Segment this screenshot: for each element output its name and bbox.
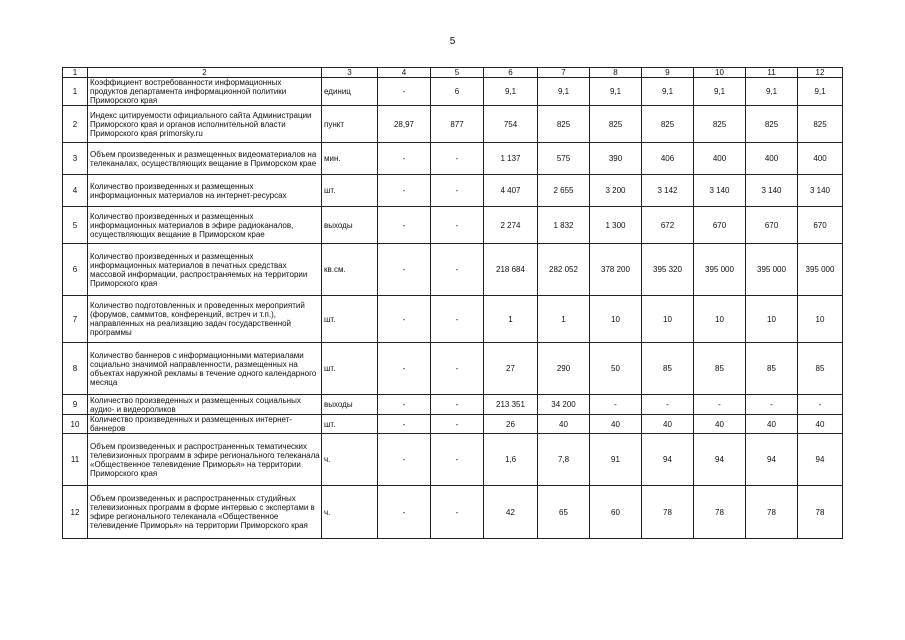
- value-cell: 395 000: [694, 244, 746, 296]
- row-number: 1: [63, 78, 88, 106]
- indicator-description: Количество подготовленных и проведенных мероприятий (форумов, саммитов, конференций, встреч и т.п.), направленных на реализацию задач государственной программы: [88, 296, 322, 343]
- value-cell: 9,1: [538, 78, 590, 106]
- value-cell: 1: [538, 296, 590, 343]
- value-cell: 282 052: [538, 244, 590, 296]
- row-number: 11: [63, 434, 88, 486]
- indicator-description: Объем произведенных и размещенных видеоматериалов на телеканалах, осуществляющих вещание в Приморском крае: [88, 143, 322, 175]
- value-cell: 1 300: [590, 207, 642, 244]
- value-cell: 825: [694, 106, 746, 143]
- value-cell: -: [378, 415, 431, 434]
- value-cell: 26: [484, 415, 538, 434]
- value-cell: 94: [798, 434, 843, 486]
- value-cell: -: [378, 296, 431, 343]
- value-cell: 213 351: [484, 395, 538, 415]
- value-cell: 672: [642, 207, 694, 244]
- value-cell: -: [431, 207, 484, 244]
- value-cell: 7,8: [538, 434, 590, 486]
- value-cell: 10: [798, 296, 843, 343]
- value-cell: 754: [484, 106, 538, 143]
- value-cell: -: [431, 486, 484, 539]
- value-cell: 4 407: [484, 175, 538, 207]
- value-cell: -: [378, 343, 431, 395]
- unit-cell: ч.: [322, 486, 378, 539]
- value-cell: 2 274: [484, 207, 538, 244]
- value-cell: 3 140: [694, 175, 746, 207]
- value-cell: 378 200: [590, 244, 642, 296]
- value-cell: 10: [642, 296, 694, 343]
- value-cell: -: [694, 395, 746, 415]
- value-cell: -: [378, 143, 431, 175]
- table-row: [63, 78, 843, 106]
- unit-cell: шт.: [322, 415, 378, 434]
- row-number: 4: [63, 175, 88, 207]
- value-cell: 40: [798, 415, 843, 434]
- value-cell: 406: [642, 143, 694, 175]
- value-cell: 290: [538, 343, 590, 395]
- value-cell: -: [378, 78, 431, 106]
- column-header: 7: [538, 68, 590, 78]
- value-cell: 400: [694, 143, 746, 175]
- indicator-description: Количество произведенных и размещенных информационных материалов в печатных средствах массовой информации, распространяемых на территории Приморского края: [88, 244, 322, 296]
- value-cell: 9,1: [590, 78, 642, 106]
- row-number: 2: [63, 106, 88, 143]
- value-cell: 9,1: [642, 78, 694, 106]
- row-number: 5: [63, 207, 88, 244]
- value-cell: -: [431, 395, 484, 415]
- value-cell: 1 832: [538, 207, 590, 244]
- value-cell: 94: [694, 434, 746, 486]
- indicator-description: Индекс цитируемости официального сайта Администрации Приморского края и органов исполнительной власти Приморского края primorsky.ru: [88, 106, 322, 143]
- table-row: [63, 244, 843, 296]
- value-cell: 825: [746, 106, 798, 143]
- value-cell: 575: [538, 143, 590, 175]
- value-cell: 400: [798, 143, 843, 175]
- value-cell: 1,6: [484, 434, 538, 486]
- value-cell: 50: [590, 343, 642, 395]
- row-number: 7: [63, 296, 88, 343]
- column-header: 4: [378, 68, 431, 78]
- value-cell: 85: [746, 343, 798, 395]
- row-number: 10: [63, 415, 88, 434]
- unit-cell: мин.: [322, 143, 378, 175]
- value-cell: 390: [590, 143, 642, 175]
- value-cell: 9,1: [694, 78, 746, 106]
- value-cell: 42: [484, 486, 538, 539]
- unit-cell: шт.: [322, 296, 378, 343]
- value-cell: 40: [642, 415, 694, 434]
- value-cell: 78: [642, 486, 694, 539]
- column-header: 12: [798, 68, 843, 78]
- value-cell: 10: [746, 296, 798, 343]
- indicators-table: [62, 67, 843, 539]
- table-row: [63, 296, 843, 343]
- row-number: 6: [63, 244, 88, 296]
- value-cell: 40: [538, 415, 590, 434]
- indicator-description: Количество произведенных и размещенных информационных материалов на интернет-ресурсах: [88, 175, 322, 207]
- value-cell: -: [431, 175, 484, 207]
- unit-cell: ч.: [322, 434, 378, 486]
- value-cell: -: [798, 395, 843, 415]
- column-header: 8: [590, 68, 642, 78]
- table-row: [63, 486, 843, 539]
- value-cell: -: [431, 296, 484, 343]
- value-cell: -: [642, 395, 694, 415]
- column-header: 9: [642, 68, 694, 78]
- table-row: [63, 143, 843, 175]
- value-cell: -: [378, 395, 431, 415]
- unit-cell: шт.: [322, 175, 378, 207]
- table-row: [63, 175, 843, 207]
- unit-cell: шт.: [322, 343, 378, 395]
- value-cell: 28,97: [378, 106, 431, 143]
- value-cell: 3 142: [642, 175, 694, 207]
- row-number: 3: [63, 143, 88, 175]
- value-cell: 670: [746, 207, 798, 244]
- value-cell: 10: [590, 296, 642, 343]
- value-cell: 60: [590, 486, 642, 539]
- column-header: 5: [431, 68, 484, 78]
- value-cell: 400: [746, 143, 798, 175]
- value-cell: 395 000: [798, 244, 843, 296]
- value-cell: 27: [484, 343, 538, 395]
- row-number: 12: [63, 486, 88, 539]
- value-cell: 1 137: [484, 143, 538, 175]
- value-cell: 1: [484, 296, 538, 343]
- value-cell: 10: [694, 296, 746, 343]
- value-cell: 94: [746, 434, 798, 486]
- column-header: 3: [322, 68, 378, 78]
- unit-cell: пункт: [322, 106, 378, 143]
- value-cell: 9,1: [798, 78, 843, 106]
- value-cell: 40: [694, 415, 746, 434]
- value-cell: 2 655: [538, 175, 590, 207]
- indicator-description: Количество произведенных и размещенных интернет-баннеров: [88, 415, 322, 434]
- value-cell: 9,1: [746, 78, 798, 106]
- value-cell: 670: [694, 207, 746, 244]
- column-header: 11: [746, 68, 798, 78]
- table-row: [63, 343, 843, 395]
- value-cell: -: [378, 434, 431, 486]
- value-cell: 3 200: [590, 175, 642, 207]
- value-cell: 91: [590, 434, 642, 486]
- table-row: [63, 415, 843, 434]
- value-cell: 3 140: [798, 175, 843, 207]
- column-header: 10: [694, 68, 746, 78]
- table-row: [63, 395, 843, 415]
- indicator-description: Количество произведенных и размещенных социальных аудио- и видеороликов: [88, 395, 322, 415]
- value-cell: 825: [538, 106, 590, 143]
- value-cell: -: [378, 175, 431, 207]
- value-cell: 78: [798, 486, 843, 539]
- table-row: [63, 434, 843, 486]
- unit-cell: выходы: [322, 395, 378, 415]
- indicator-description: Количество произведенных и размещенных информационных материалов в эфире радиоканалов, осуществляющих вещание в Приморском крае: [88, 207, 322, 244]
- value-cell: 825: [798, 106, 843, 143]
- value-cell: -: [590, 395, 642, 415]
- header-row: [63, 68, 843, 78]
- value-cell: 9,1: [484, 78, 538, 106]
- table-row: [63, 207, 843, 244]
- value-cell: 395 000: [746, 244, 798, 296]
- value-cell: -: [378, 486, 431, 539]
- column-header: 6: [484, 68, 538, 78]
- value-cell: 85: [694, 343, 746, 395]
- value-cell: 65: [538, 486, 590, 539]
- indicator-description: Объем произведенных и распространенных тематических телевизионных программ в эфире регионального телеканала «Общественное телевидение Приморья» на территории Приморского края: [88, 434, 322, 486]
- indicator-description: Объем произведенных и распространенных студийных телевизионных программ в форме интервью с экспертами в эфире регионального телеканала «Общественное телевидение Приморья» на территории Приморского края: [88, 486, 322, 539]
- row-number: 8: [63, 343, 88, 395]
- value-cell: 825: [642, 106, 694, 143]
- value-cell: 825: [590, 106, 642, 143]
- value-cell: 218 684: [484, 244, 538, 296]
- value-cell: 85: [798, 343, 843, 395]
- column-header: 1: [63, 68, 88, 78]
- value-cell: -: [431, 244, 484, 296]
- value-cell: -: [431, 343, 484, 395]
- value-cell: -: [431, 143, 484, 175]
- value-cell: 3 140: [746, 175, 798, 207]
- value-cell: 78: [694, 486, 746, 539]
- value-cell: -: [431, 434, 484, 486]
- value-cell: 34 200: [538, 395, 590, 415]
- value-cell: -: [378, 244, 431, 296]
- value-cell: 395 320: [642, 244, 694, 296]
- value-cell: 6: [431, 78, 484, 106]
- value-cell: -: [431, 415, 484, 434]
- unit-cell: единиц: [322, 78, 378, 106]
- value-cell: -: [378, 207, 431, 244]
- table-row: [63, 106, 843, 143]
- page-number: 5: [449, 36, 456, 47]
- indicator-description: Количество баннеров с информационными материалами социально значимой направленности, размещенных на объектах наружной рекламы в течение одного календарного месяца: [88, 343, 322, 395]
- row-number: 9: [63, 395, 88, 415]
- value-cell: 877: [431, 106, 484, 143]
- value-cell: 78: [746, 486, 798, 539]
- column-header: 2: [88, 68, 322, 78]
- unit-cell: выходы: [322, 207, 378, 244]
- value-cell: 40: [746, 415, 798, 434]
- unit-cell: кв.см.: [322, 244, 378, 296]
- value-cell: 670: [798, 207, 843, 244]
- value-cell: -: [746, 395, 798, 415]
- value-cell: 85: [642, 343, 694, 395]
- value-cell: 94: [642, 434, 694, 486]
- value-cell: 40: [590, 415, 642, 434]
- indicator-description: Коэффициент востребованности информационных продуктов департамента информационной политики Приморского края: [88, 78, 322, 106]
